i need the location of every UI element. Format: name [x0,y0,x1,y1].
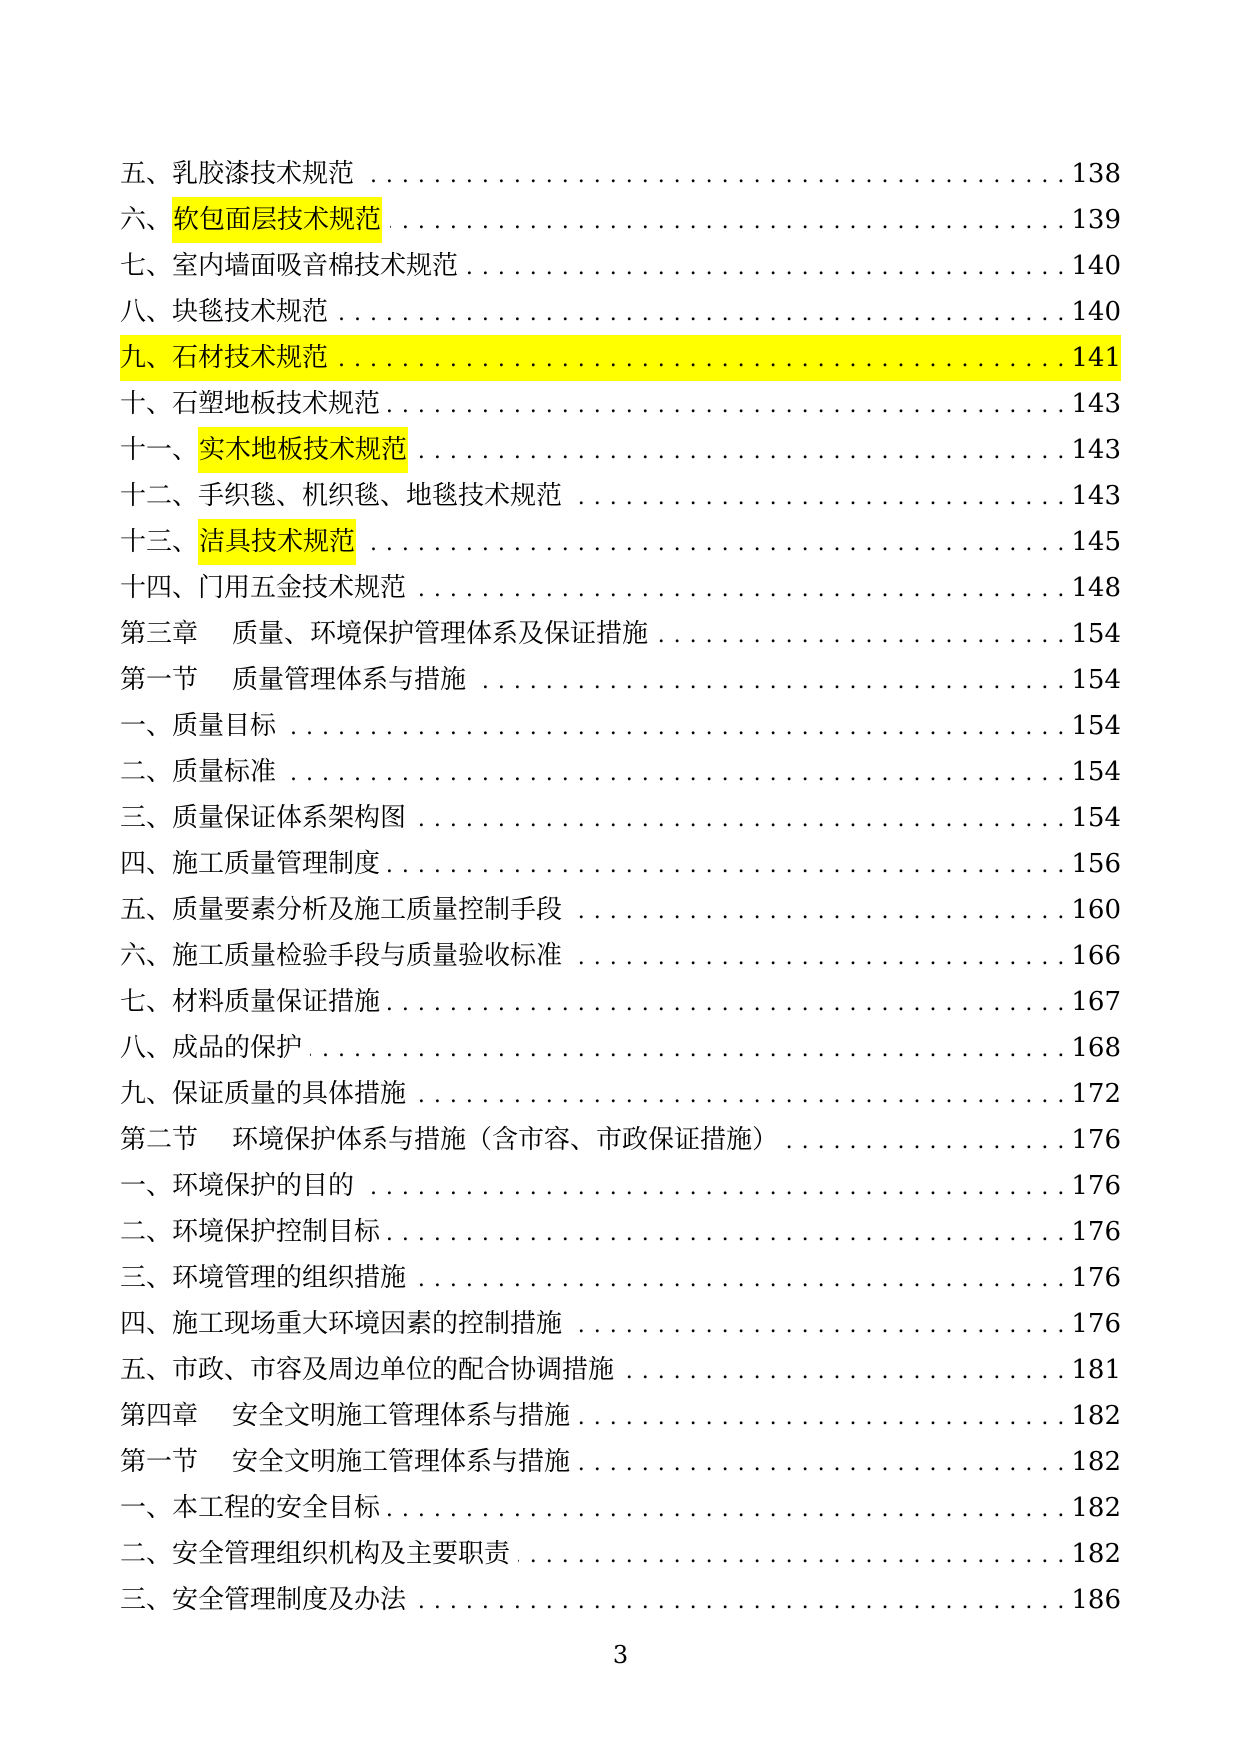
toc-entry[interactable] [120,703,1121,749]
table-of-contents [120,151,1121,1623]
toc-entry-page: 140 [1071,297,1121,327]
toc-entry-title-highlighted: 洁具技术规范 [198,519,356,565]
dot-leader [466,243,1065,289]
toc-entry-page: 154 [1071,619,1121,649]
toc-entry-title: 安全文明施工管理体系与措施 [232,1401,571,1431]
toc-entry-page: 176 [1071,1125,1121,1155]
toc-entry-number: 第二节 [120,1125,199,1155]
dot-leader [414,795,1065,841]
toc-entry-number: 二、 [120,757,173,787]
toc-entry-number: 十一、 [120,435,199,465]
toc-entry[interactable] [120,979,1121,1025]
toc-entry-title: 安全管理制度及办法 [172,1585,407,1615]
toc-entry-page: 176 [1071,1171,1121,1201]
dot-leader [388,1209,1065,1255]
toc-entry-number: 一、 [120,1171,173,1201]
dot-leader [284,703,1065,749]
toc-entry-number: 第三章 [120,619,199,649]
toc-entry-page: 143 [1071,481,1121,511]
toc-entry-number: 第一节 [120,665,199,695]
toc-entry-number: 五、 [120,159,173,189]
dot-leader [388,381,1065,427]
toc-entry-number: 七、 [120,987,173,1017]
toc-entry-title: 施工质量管理制度 [172,849,381,879]
toc-entry-page: 176 [1071,1217,1121,1247]
toc-entry-number: 八、 [120,1033,173,1063]
toc-entry-title: 质量保证体系架构图 [172,803,407,833]
toc-entry-page: 182 [1071,1401,1121,1431]
toc-entry[interactable] [120,1531,1121,1577]
toc-entry[interactable] [120,795,1121,841]
toc-entry[interactable] [120,1255,1121,1301]
toc-entry-number: 九、 [120,343,173,373]
toc-entry-page: 154 [1071,665,1121,695]
toc-entry-page: 154 [1071,711,1121,741]
dot-leader [362,1163,1065,1209]
toc-entry-number: 三、 [120,1585,173,1615]
toc-entry-page: 145 [1071,527,1121,557]
toc-entry-page: 139 [1071,205,1121,235]
toc-entry[interactable] [120,151,1121,197]
toc-entry-page: 176 [1071,1309,1121,1339]
toc-entry-number: 十、 [120,389,173,419]
toc-entry[interactable] [120,1025,1121,1071]
dot-leader [416,427,1065,473]
toc-entry[interactable] [120,197,1121,243]
dot-leader [310,1025,1065,1071]
toc-entry-title: 质量要素分析及施工质量控制手段 [172,895,563,925]
toc-entry-number: 一、 [120,711,173,741]
toc-entry-page: 182 [1071,1539,1121,1569]
toc-entry-title: 质量管理体系与措施 [232,665,467,695]
dot-leader [284,749,1065,795]
toc-entry-section[interactable] [120,1439,1121,1485]
toc-entry-chapter[interactable] [120,611,1121,657]
toc-entry[interactable] [120,473,1121,519]
toc-entry[interactable] [120,1163,1121,1209]
toc-entry[interactable] [120,1347,1121,1393]
dot-leader [570,473,1065,519]
toc-entry[interactable] [120,1071,1121,1117]
toc-entry-number: 三、 [120,803,173,833]
toc-entry-section[interactable] [120,1117,1121,1163]
toc-entry-title: 环境管理的组织措施 [172,1263,407,1293]
toc-entry[interactable] [120,1209,1121,1255]
dot-leader [364,519,1065,565]
dot-leader [388,979,1065,1025]
toc-entry-number: 十三、 [120,527,199,557]
toc-entry-title: 石材技术规范 [172,343,329,373]
toc-entry-page: 182 [1071,1493,1121,1523]
toc-entry-title: 施工现场重大环境因素的控制措施 [172,1309,563,1339]
toc-entry-page: 138 [1071,159,1121,189]
dot-leader [336,335,1065,381]
toc-entry-title: 材料质量保证措施 [172,987,381,1017]
toc-entry-title: 室内墙面吸音棉技术规范 [172,251,459,281]
dot-leader [414,565,1065,611]
dot-leader [390,197,1065,243]
page-number: 3 [612,1641,629,1669]
toc-entry-title: 施工质量检验手段与质量验收标准 [172,941,563,971]
toc-entry-number: 十四、 [120,573,199,603]
toc-entry-page: 148 [1071,573,1121,603]
toc-entry-page: 154 [1071,757,1121,787]
toc-entry-title: 石塑地板技术规范 [172,389,381,419]
toc-entry[interactable] [120,749,1121,795]
toc-entry-number: 六、 [120,205,173,235]
dot-leader [518,1531,1065,1577]
toc-entry-title: 成品的保护 [172,1033,303,1063]
toc-entry-number: 五、 [120,895,173,925]
dot-leader [570,1301,1065,1347]
toc-entry-page: 186 [1071,1585,1121,1615]
toc-entry-number: 十二、 [120,481,199,511]
toc-entry-number: 四、 [120,849,173,879]
toc-entry-page: 140 [1071,251,1121,281]
toc-entry-title: 质量目标 [172,711,277,741]
toc-entry-title: 本工程的安全目标 [172,1493,381,1523]
toc-entry-page: 143 [1071,389,1121,419]
dot-leader [570,887,1065,933]
toc-entry-highlighted[interactable] [120,335,1121,381]
toc-entry[interactable] [120,887,1121,933]
toc-entry-title: 块毯技术规范 [172,297,329,327]
toc-entry-page: 160 [1071,895,1121,925]
dot-leader [786,1117,1065,1163]
toc-entry[interactable] [120,519,1121,565]
toc-entry-page: 176 [1071,1263,1121,1293]
toc-entry-number: 一、 [120,1493,173,1523]
dot-leader [414,1071,1065,1117]
dot-leader [388,841,1065,887]
toc-entry-title: 保证质量的具体措施 [172,1079,407,1109]
toc-entry-title: 安全文明施工管理体系与措施 [232,1447,571,1477]
dot-leader [656,611,1065,657]
toc-entry-title: 质量标准 [172,757,277,787]
toc-entry-title: 门用五金技术规范 [198,573,407,603]
toc-entry[interactable] [120,289,1121,335]
toc-entry-title: 环境保护控制目标 [172,1217,381,1247]
dot-leader [414,1255,1065,1301]
toc-entry-title: 安全管理组织机构及主要职责 [172,1539,511,1569]
toc-entry[interactable] [120,1577,1121,1623]
toc-entry-title: 手织毯、机织毯、地毯技术规范 [198,481,563,511]
dot-leader [362,151,1065,197]
toc-entry-page: 172 [1071,1079,1121,1109]
dot-leader [474,657,1065,703]
toc-entry-number: 八、 [120,297,173,327]
toc-entry[interactable] [120,381,1121,427]
dot-leader [578,1439,1065,1485]
toc-entry[interactable] [120,841,1121,887]
toc-entry-title: 乳胶漆技术规范 [172,159,355,189]
toc-entry-number: 第一节 [120,1447,199,1477]
toc-entry-title: 环境保护的目的 [172,1171,355,1201]
dot-leader [570,933,1065,979]
toc-entry-number: 第四章 [120,1401,199,1431]
dot-leader [578,1393,1065,1439]
toc-entry-page: 143 [1071,435,1121,465]
toc-entry-number: 五、 [120,1355,173,1385]
toc-entry-number: 六、 [120,941,173,971]
toc-entry[interactable] [120,1301,1121,1347]
toc-entry-title: 质量、环境保护管理体系及保证措施 [232,619,649,649]
toc-entry-page: 166 [1071,941,1121,971]
toc-entry-chapter[interactable] [120,1393,1121,1439]
toc-entry-page: 168 [1071,1033,1121,1063]
toc-entry-number: 七、 [120,251,173,281]
toc-entry-page: 156 [1071,849,1121,879]
dot-leader [622,1347,1065,1393]
toc-entry-number: 二、 [120,1217,173,1247]
toc-entry-title: 环境保护体系与措施（含市容、市政保证措施） [232,1125,779,1155]
toc-entry-page: 154 [1071,803,1121,833]
dot-leader [336,289,1065,335]
toc-entry-page: 141 [1071,343,1121,373]
toc-entry-page: 182 [1071,1447,1121,1477]
dot-leader [388,1485,1065,1531]
toc-entry-number: 二、 [120,1539,173,1569]
dot-leader [414,1577,1065,1623]
toc-entry-number: 九、 [120,1079,173,1109]
toc-entry-page: 181 [1071,1355,1121,1385]
toc-entry[interactable] [120,427,1121,473]
toc-entry-number: 三、 [120,1263,173,1293]
toc-entry-title-highlighted: 软包面层技术规范 [172,197,382,243]
toc-entry-section[interactable] [120,657,1121,703]
toc-entry-page: 167 [1071,987,1121,1017]
toc-entry-number: 四、 [120,1309,173,1339]
toc-entry[interactable] [120,933,1121,979]
toc-entry[interactable] [120,243,1121,289]
toc-entry-title-highlighted: 实木地板技术规范 [198,427,408,473]
toc-entry-title: 市政、市容及周边单位的配合协调措施 [172,1355,615,1385]
toc-entry[interactable] [120,1485,1121,1531]
toc-entry[interactable] [120,565,1121,611]
